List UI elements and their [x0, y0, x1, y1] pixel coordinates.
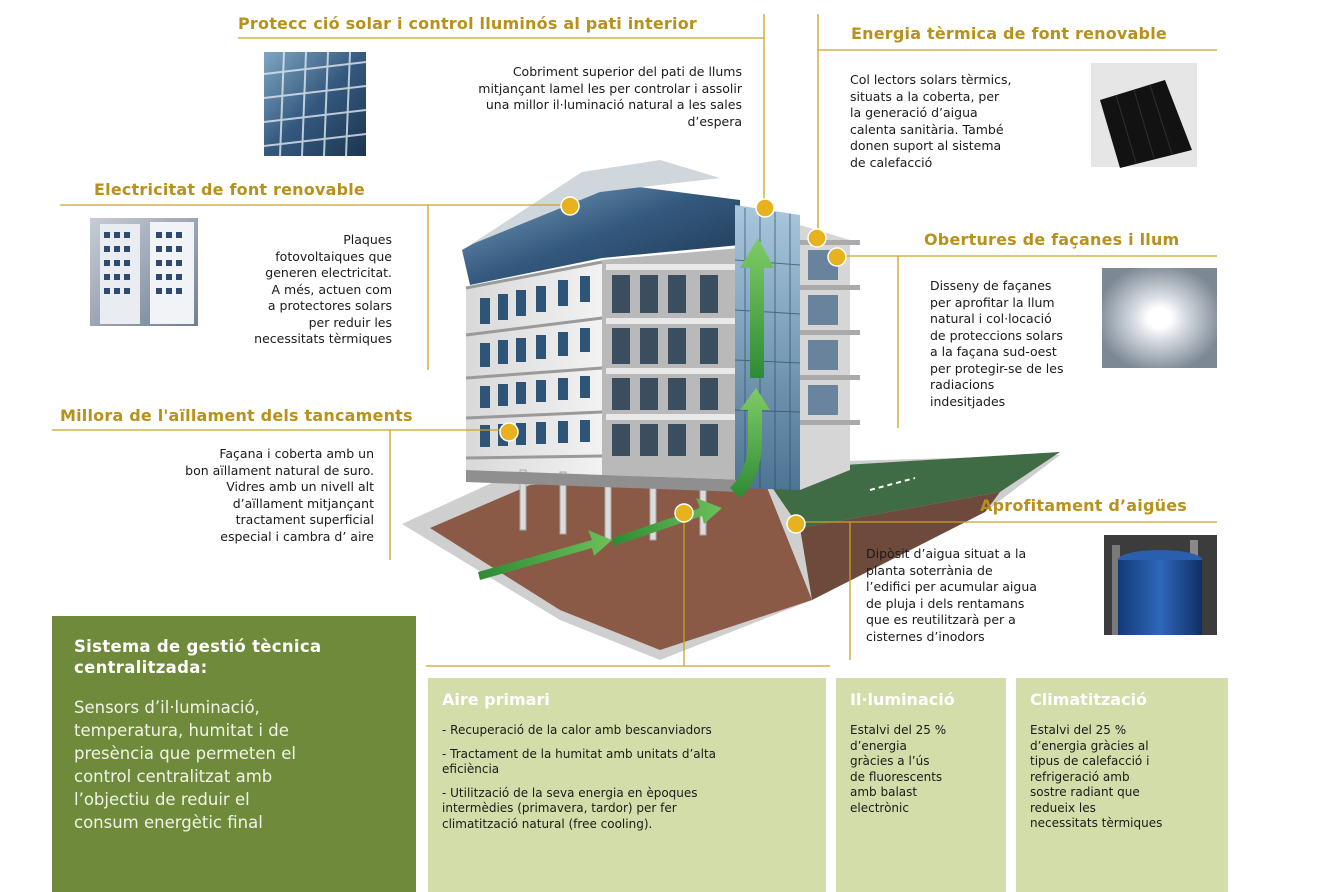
text-line: Sensors d’il·luminació, — [74, 698, 260, 717]
text-line: - Recuperació de la calor amb bescanviadors — [442, 723, 712, 737]
water-tank-photo — [1104, 535, 1217, 635]
text-line: de pluja i dels rentamans — [866, 595, 1025, 611]
glass-facade-photo — [264, 52, 366, 156]
air-item — [442, 786, 812, 833]
text-line: l’edifici per acumular aigua — [866, 579, 1037, 594]
water-description — [866, 546, 1037, 645]
text-line: - Tractament de la humitat amb unitats d’alta — [442, 746, 717, 761]
text-line: a protectores solars — [267, 298, 392, 313]
text-line: donen suport al sistema — [850, 138, 1002, 153]
text-line: Dipòsit d’aigua situat a la — [866, 546, 1027, 561]
text-line: consum energètic final — [74, 813, 263, 832]
climate-panel — [1016, 678, 1228, 892]
marker-water — [787, 515, 805, 533]
text-line: tractament superficial — [235, 512, 374, 527]
text-line: sostre radiant que — [1030, 785, 1140, 799]
electricity-description — [254, 232, 392, 348]
air-panel — [428, 678, 826, 892]
management-description — [74, 696, 394, 834]
text-line: d’aïllament mitjançant — [232, 495, 374, 511]
climate-panel-title: Climatització — [1030, 690, 1148, 709]
management-title — [74, 636, 394, 678]
text-line: la generació d’aigua — [850, 105, 978, 120]
text-line: per reduir les — [308, 314, 392, 330]
text-line: A més, actuen com — [271, 281, 392, 297]
insulation-description — [185, 446, 374, 545]
text-line: d’espera — [687, 113, 742, 129]
title-line: Sistema de gestió tècnica — [74, 637, 322, 656]
text-line: mitjançant lamel les per controlar i assolir — [478, 80, 742, 96]
text-line: gràcies a l’ús — [850, 754, 930, 768]
lighting-panel-title: Il·luminació — [850, 690, 955, 709]
facades-title: Obertures de façanes i llum — [924, 230, 1180, 249]
title-line: centralitzada: — [74, 658, 208, 677]
text-line: que es reutilitzarà per a — [866, 612, 1016, 627]
marker-patio — [756, 199, 774, 217]
text-line: generen electricitat. — [265, 265, 392, 280]
air-item — [442, 747, 812, 778]
text-line: climatització natural (free cooling). — [442, 816, 653, 831]
text-line: eficiència — [442, 762, 500, 776]
text-line: per protegir-se de les — [930, 360, 1064, 376]
text-line: Vidres amb un nivell alt — [226, 479, 374, 494]
text-line: electrònic — [850, 800, 909, 815]
text-line: de proteccions solars — [930, 327, 1063, 343]
lighting-panel — [836, 678, 1006, 892]
text-line: de calefacció — [850, 154, 933, 170]
text-line: d’energia gràcies al — [1030, 738, 1149, 753]
marker-electricity — [561, 197, 579, 215]
thermal-description — [850, 72, 1011, 171]
solar-collector-photo — [1091, 63, 1197, 168]
text-line: temperatura, humitat i de — [74, 721, 289, 740]
text-line: radiacions — [930, 377, 995, 392]
management-system-box — [52, 616, 416, 892]
climate-panel-text — [1030, 723, 1214, 832]
marker-facades — [828, 248, 846, 266]
patio-description — [478, 64, 742, 130]
marker-thermal — [808, 229, 826, 247]
text-line: de fluorescents — [850, 769, 943, 784]
marker-insulation — [500, 423, 518, 441]
text-line: redueix les — [1030, 800, 1096, 815]
text-line: Disseny de façanes — [930, 278, 1052, 293]
text-line: necessitats tèrmiques — [254, 331, 392, 346]
building — [462, 160, 860, 540]
text-line: Col lectors solars tèrmics, — [850, 72, 1012, 87]
facades-description — [930, 278, 1063, 410]
text-line: Plaques — [343, 232, 392, 247]
text-line: control centralitzat amb — [74, 767, 273, 786]
text-line: fotovoltaiques que — [275, 248, 392, 264]
sun-photo — [1102, 268, 1217, 368]
text-line: necessitats tèrmiques — [1030, 816, 1163, 830]
marker-air — [675, 504, 693, 522]
text-line: cisternes d’inodors — [866, 628, 985, 644]
air-panel-text — [442, 723, 812, 832]
text-line: refrigeració amb — [1030, 769, 1130, 784]
text-line: amb balast — [850, 785, 918, 799]
text-line: l’objectiu de reduir el — [74, 790, 250, 809]
thermal-title: Energia tèrmica de font renovable — [851, 24, 1167, 43]
text-line: Estalvi del 25 % — [1030, 723, 1127, 737]
text-line: Façana i coberta amb un — [219, 446, 374, 461]
text-line: calenta sanitària. També — [850, 121, 1004, 137]
text-line: especial i cambra d’ aire — [220, 528, 374, 544]
text-line: presència que permeten el — [74, 744, 296, 763]
text-line: Cobriment superior del pati de llums — [512, 64, 742, 79]
text-line: una millor il·luminació natural a les sales — [485, 97, 742, 112]
text-line: planta soterrània de — [866, 562, 993, 578]
text-line: indesitjades — [930, 393, 1006, 409]
text-line: tipus de calefacció i — [1030, 754, 1150, 768]
pv-facade-photo — [90, 218, 198, 326]
electricity-title: Electricitat de font renovable — [94, 180, 365, 199]
text-line: bon aïllament natural de suro. — [185, 462, 374, 478]
text-line: intermèdies (primavera, tardor) per fer — [442, 801, 677, 815]
water-title: Aprofitament d’aigües — [980, 496, 1187, 515]
text-line: natural i col·locació — [930, 311, 1052, 326]
insulation-title: Millora de l'aïllament dels tancaments — [60, 406, 413, 425]
air-panel-title: Aire primari — [442, 690, 550, 709]
lighting-panel-text — [850, 723, 992, 816]
text-line: a la façana sud-oest — [930, 344, 1057, 359]
text-line: - Utilització de la seva energia en èpoques — [442, 785, 698, 800]
text-line: Estalvi del 25 % — [850, 723, 947, 737]
patio-title: Protecc ció solar i control lluminós al pati interior — [238, 14, 697, 33]
text-line: situats a la coberta, per — [850, 88, 1000, 104]
text-line: per aprofitar la llum — [930, 294, 1055, 310]
text-line: d’energia — [850, 738, 907, 753]
air-item — [442, 723, 812, 739]
